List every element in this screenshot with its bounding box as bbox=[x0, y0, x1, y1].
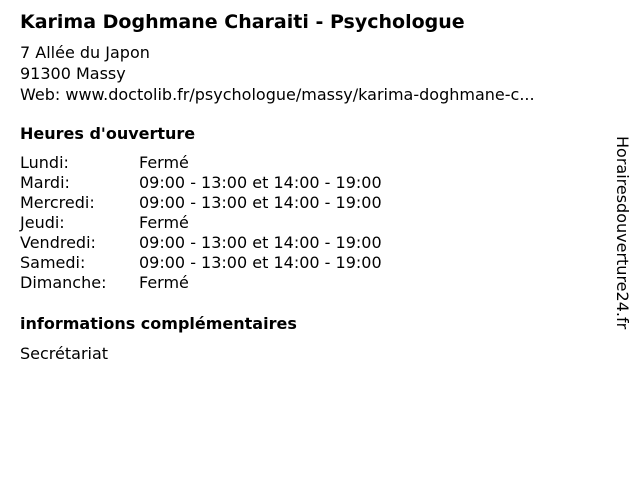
page-title: Karima Doghmane Charaiti - Psychologue bbox=[20, 11, 465, 33]
additional-info-heading: informations complémentaires bbox=[20, 314, 297, 333]
day-label: Vendredi: bbox=[20, 233, 96, 252]
hours-row-monday bbox=[20, 153, 540, 173]
hours-value: 09:00 - 13:00 et 14:00 - 19:00 bbox=[139, 173, 382, 192]
day-label: Mercredi: bbox=[20, 193, 95, 212]
hours-row-friday bbox=[20, 233, 540, 253]
opening-hours-heading: Heures d'ouverture bbox=[20, 124, 196, 143]
additional-info-text: Secrétariat bbox=[20, 344, 109, 363]
hours-value: Fermé bbox=[139, 273, 189, 292]
hours-value: 09:00 - 13:00 et 14:00 - 19:00 bbox=[139, 253, 382, 272]
day-label: Dimanche: bbox=[20, 273, 107, 292]
hours-row-tuesday bbox=[20, 173, 540, 193]
hours-value: 09:00 - 13:00 et 14:00 - 19:00 bbox=[139, 233, 382, 252]
day-label: Samedi: bbox=[20, 253, 86, 272]
address-street: 7 Allée du Japon bbox=[20, 43, 150, 62]
hours-row-saturday bbox=[20, 253, 540, 273]
day-label: Jeudi: bbox=[20, 213, 65, 232]
hours-row-thursday bbox=[20, 213, 540, 233]
hours-row-wednesday bbox=[20, 193, 540, 213]
hours-value: Fermé bbox=[139, 213, 189, 232]
day-label: Lundi: bbox=[20, 153, 69, 172]
day-label: Mardi: bbox=[20, 173, 70, 192]
hours-value: Fermé bbox=[139, 153, 189, 172]
opening-hours-table bbox=[20, 153, 540, 293]
hours-row-sunday bbox=[20, 273, 540, 293]
website-link[interactable]: Web: www.doctolib.fr/psychologue/massy/karima-doghmane-c... bbox=[20, 85, 535, 104]
address-city: 91300 Massy bbox=[20, 64, 126, 83]
site-brand-watermark: Horairesdouverture24.fr bbox=[613, 136, 632, 330]
hours-value: 09:00 - 13:00 et 14:00 - 19:00 bbox=[139, 193, 382, 212]
